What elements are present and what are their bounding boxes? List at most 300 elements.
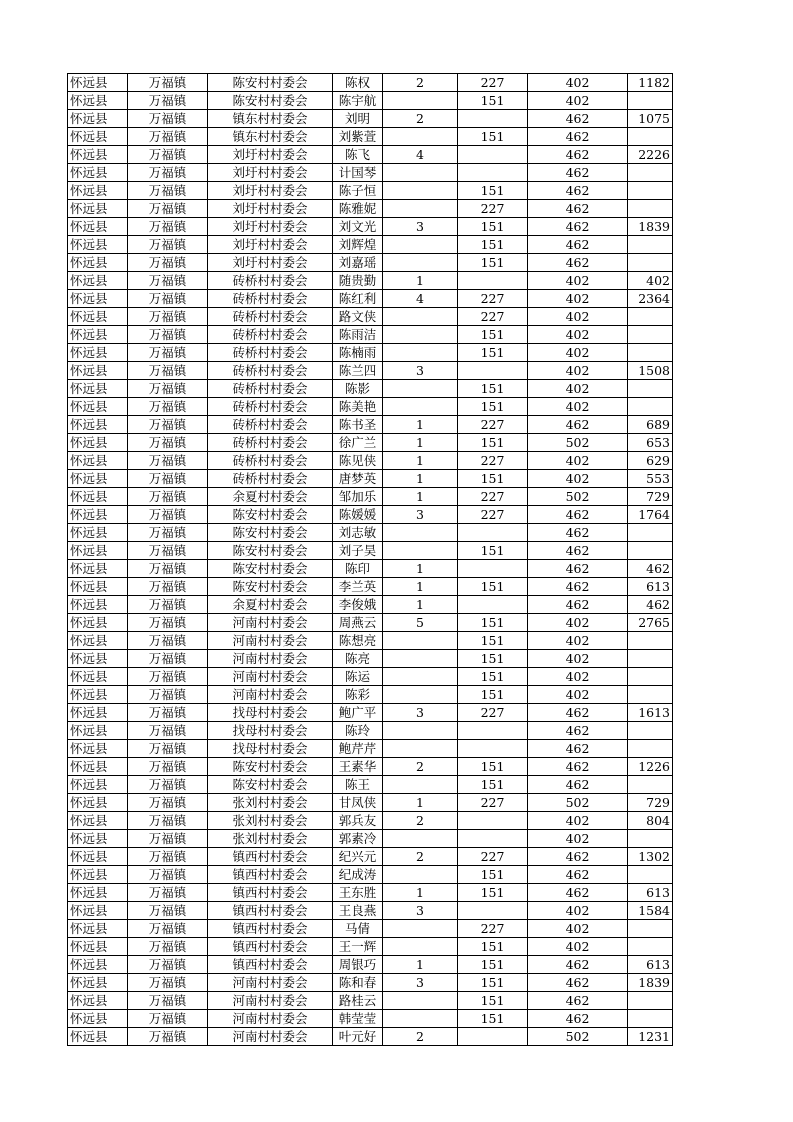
- count-cell: 1: [383, 488, 458, 506]
- count-cell: 3: [383, 218, 458, 236]
- village-cell: 刘圩村村委会: [208, 182, 333, 200]
- table-row: [68, 92, 673, 110]
- county-cell: 怀远县: [68, 308, 128, 326]
- town-cell: 万福镇: [128, 722, 208, 740]
- count-cell: 1: [383, 416, 458, 434]
- total-cell: 1231: [628, 1028, 673, 1046]
- count-cell: [383, 938, 458, 956]
- town-cell: 万福镇: [128, 164, 208, 182]
- village-cell: 砖桥村村委会: [208, 416, 333, 434]
- name-cell: 周银巧: [333, 956, 383, 974]
- table-row: [68, 254, 673, 272]
- amount-b-cell: 402: [528, 452, 628, 470]
- name-cell: 鲍芹芹: [333, 740, 383, 758]
- town-cell: 万福镇: [128, 434, 208, 452]
- county-cell: 怀远县: [68, 614, 128, 632]
- village-cell: 余夏村村委会: [208, 596, 333, 614]
- count-cell: [383, 650, 458, 668]
- town-cell: 万福镇: [128, 200, 208, 218]
- total-cell: 629: [628, 452, 673, 470]
- name-cell: 陈美艳: [333, 398, 383, 416]
- name-cell: 王东胜: [333, 884, 383, 902]
- amount-a-cell: 151: [458, 938, 528, 956]
- table-row: [68, 902, 673, 920]
- amount-b-cell: 402: [528, 272, 628, 290]
- amount-b-cell: 462: [528, 1010, 628, 1028]
- amount-b-cell: 502: [528, 434, 628, 452]
- county-cell: 怀远县: [68, 416, 128, 434]
- county-cell: 怀远县: [68, 506, 128, 524]
- count-cell: [383, 722, 458, 740]
- amount-a-cell: 151: [458, 470, 528, 488]
- table-row: [68, 380, 673, 398]
- village-cell: 陈安村村委会: [208, 92, 333, 110]
- table-row: [68, 1028, 673, 1046]
- village-cell: 河南村村委会: [208, 632, 333, 650]
- village-cell: 砖桥村村委会: [208, 308, 333, 326]
- county-cell: 怀远县: [68, 650, 128, 668]
- amount-a-cell: 227: [458, 920, 528, 938]
- name-cell: 陈运: [333, 668, 383, 686]
- county-cell: 怀远县: [68, 578, 128, 596]
- amount-a-cell: 227: [458, 452, 528, 470]
- town-cell: 万福镇: [128, 488, 208, 506]
- count-cell: 3: [383, 902, 458, 920]
- town-cell: 万福镇: [128, 560, 208, 578]
- total-cell: [628, 938, 673, 956]
- total-cell: [628, 866, 673, 884]
- count-cell: 1: [383, 470, 458, 488]
- amount-a-cell: 151: [458, 632, 528, 650]
- table-row: [68, 182, 673, 200]
- count-cell: [383, 740, 458, 758]
- amount-a-cell: 227: [458, 308, 528, 326]
- data-sheet: [67, 73, 673, 1046]
- total-cell: [628, 326, 673, 344]
- name-cell: 李俊娥: [333, 596, 383, 614]
- town-cell: 万福镇: [128, 992, 208, 1010]
- village-cell: 砖桥村村委会: [208, 398, 333, 416]
- name-cell: 纪成涛: [333, 866, 383, 884]
- amount-b-cell: 462: [528, 956, 628, 974]
- town-cell: 万福镇: [128, 542, 208, 560]
- total-cell: 402: [628, 272, 673, 290]
- amount-a-cell: 227: [458, 416, 528, 434]
- amount-a-cell: 151: [458, 254, 528, 272]
- amount-a-cell: 227: [458, 794, 528, 812]
- village-cell: 余夏村村委会: [208, 488, 333, 506]
- amount-b-cell: 502: [528, 794, 628, 812]
- county-cell: 怀远县: [68, 146, 128, 164]
- table-row: [68, 542, 673, 560]
- total-cell: 1613: [628, 704, 673, 722]
- amount-b-cell: 402: [528, 470, 628, 488]
- total-cell: 1075: [628, 110, 673, 128]
- village-cell: 陈安村村委会: [208, 524, 333, 542]
- amount-b-cell: 462: [528, 236, 628, 254]
- amount-b-cell: 462: [528, 128, 628, 146]
- amount-b-cell: 402: [528, 902, 628, 920]
- name-cell: 陈媛媛: [333, 506, 383, 524]
- table-row: [68, 974, 673, 992]
- count-cell: 1: [383, 596, 458, 614]
- name-cell: 路文侠: [333, 308, 383, 326]
- count-cell: [383, 254, 458, 272]
- amount-b-cell: 462: [528, 560, 628, 578]
- amount-a-cell: 151: [458, 218, 528, 236]
- county-cell: 怀远县: [68, 794, 128, 812]
- count-cell: [383, 632, 458, 650]
- amount-b-cell: 462: [528, 146, 628, 164]
- village-cell: 砖桥村村委会: [208, 434, 333, 452]
- name-cell: 陈雅妮: [333, 200, 383, 218]
- town-cell: 万福镇: [128, 398, 208, 416]
- amount-b-cell: 462: [528, 200, 628, 218]
- amount-a-cell: 151: [458, 326, 528, 344]
- county-cell: 怀远县: [68, 434, 128, 452]
- count-cell: 1: [383, 884, 458, 902]
- table-row: [68, 434, 673, 452]
- amount-a-cell: 227: [458, 290, 528, 308]
- total-cell: 613: [628, 884, 673, 902]
- village-cell: 张刘村村委会: [208, 830, 333, 848]
- table-row: [68, 272, 673, 290]
- village-cell: 陈安村村委会: [208, 74, 333, 92]
- count-cell: 4: [383, 146, 458, 164]
- amount-b-cell: 462: [528, 596, 628, 614]
- village-cell: 镇东村村委会: [208, 110, 333, 128]
- name-cell: 王一辉: [333, 938, 383, 956]
- table-row: [68, 110, 673, 128]
- county-cell: 怀远县: [68, 686, 128, 704]
- table-row: [68, 596, 673, 614]
- name-cell: 随贵勤: [333, 272, 383, 290]
- name-cell: 路桂云: [333, 992, 383, 1010]
- count-cell: 3: [383, 506, 458, 524]
- amount-a-cell: 227: [458, 488, 528, 506]
- table-row: [68, 128, 673, 146]
- table-row: [68, 740, 673, 758]
- table-row: [68, 1010, 673, 1028]
- village-cell: 河南村村委会: [208, 614, 333, 632]
- county-cell: 怀远县: [68, 470, 128, 488]
- table-row: [68, 488, 673, 506]
- count-cell: [383, 200, 458, 218]
- amount-a-cell: 227: [458, 74, 528, 92]
- amount-b-cell: 462: [528, 740, 628, 758]
- town-cell: 万福镇: [128, 92, 208, 110]
- county-cell: 怀远县: [68, 902, 128, 920]
- name-cell: 陈子恒: [333, 182, 383, 200]
- amount-b-cell: 402: [528, 614, 628, 632]
- count-cell: [383, 776, 458, 794]
- count-cell: [383, 920, 458, 938]
- count-cell: 3: [383, 704, 458, 722]
- total-cell: 613: [628, 956, 673, 974]
- total-cell: 462: [628, 560, 673, 578]
- count-cell: [383, 182, 458, 200]
- county-cell: 怀远县: [68, 830, 128, 848]
- total-cell: [628, 920, 673, 938]
- town-cell: 万福镇: [128, 380, 208, 398]
- county-cell: 怀远县: [68, 74, 128, 92]
- total-cell: [628, 668, 673, 686]
- county-cell: 怀远县: [68, 740, 128, 758]
- name-cell: 陈和春: [333, 974, 383, 992]
- table-row: [68, 236, 673, 254]
- amount-b-cell: 402: [528, 830, 628, 848]
- name-cell: 李兰英: [333, 578, 383, 596]
- town-cell: 万福镇: [128, 848, 208, 866]
- town-cell: 万福镇: [128, 506, 208, 524]
- town-cell: 万福镇: [128, 920, 208, 938]
- county-cell: 怀远县: [68, 632, 128, 650]
- name-cell: 刘辉煌: [333, 236, 383, 254]
- amount-b-cell: 402: [528, 344, 628, 362]
- amount-b-cell: 462: [528, 704, 628, 722]
- total-cell: [628, 722, 673, 740]
- amount-b-cell: 462: [528, 164, 628, 182]
- town-cell: 万福镇: [128, 218, 208, 236]
- amount-b-cell: 462: [528, 182, 628, 200]
- town-cell: 万福镇: [128, 290, 208, 308]
- village-cell: 张刘村村委会: [208, 794, 333, 812]
- name-cell: 韩莹莹: [333, 1010, 383, 1028]
- total-cell: [628, 740, 673, 758]
- amount-b-cell: 502: [528, 1028, 628, 1046]
- county-cell: 怀远县: [68, 92, 128, 110]
- name-cell: 叶元好: [333, 1028, 383, 1046]
- records-table: [67, 73, 673, 1046]
- table-row: [68, 416, 673, 434]
- table-row: [68, 992, 673, 1010]
- village-cell: 找母村村委会: [208, 740, 333, 758]
- count-cell: 1: [383, 794, 458, 812]
- village-cell: 找母村村委会: [208, 704, 333, 722]
- name-cell: 陈影: [333, 380, 383, 398]
- count-cell: [383, 866, 458, 884]
- amount-a-cell: [458, 146, 528, 164]
- table-row: [68, 812, 673, 830]
- amount-b-cell: 402: [528, 380, 628, 398]
- amount-b-cell: 402: [528, 92, 628, 110]
- total-cell: [628, 992, 673, 1010]
- village-cell: 刘圩村村委会: [208, 164, 333, 182]
- table-row: [68, 452, 673, 470]
- name-cell: 陈玲: [333, 722, 383, 740]
- village-cell: 镇西村村委会: [208, 902, 333, 920]
- count-cell: 4: [383, 290, 458, 308]
- amount-b-cell: 462: [528, 254, 628, 272]
- amount-a-cell: 151: [458, 956, 528, 974]
- table-row: [68, 668, 673, 686]
- town-cell: 万福镇: [128, 758, 208, 776]
- amount-a-cell: 151: [458, 344, 528, 362]
- total-cell: 462: [628, 596, 673, 614]
- village-cell: 张刘村村委会: [208, 812, 333, 830]
- table-row: [68, 632, 673, 650]
- county-cell: 怀远县: [68, 110, 128, 128]
- town-cell: 万福镇: [128, 650, 208, 668]
- town-cell: 万福镇: [128, 956, 208, 974]
- town-cell: 万福镇: [128, 776, 208, 794]
- village-cell: 刘圩村村委会: [208, 236, 333, 254]
- table-row: [68, 506, 673, 524]
- county-cell: 怀远县: [68, 956, 128, 974]
- town-cell: 万福镇: [128, 362, 208, 380]
- amount-a-cell: 151: [458, 614, 528, 632]
- total-cell: 729: [628, 794, 673, 812]
- amount-a-cell: 151: [458, 182, 528, 200]
- village-cell: 陈安村村委会: [208, 542, 333, 560]
- table-row: [68, 470, 673, 488]
- count-cell: [383, 1010, 458, 1028]
- county-cell: 怀远县: [68, 542, 128, 560]
- amount-b-cell: 462: [528, 722, 628, 740]
- amount-b-cell: 462: [528, 578, 628, 596]
- village-cell: 陈安村村委会: [208, 560, 333, 578]
- town-cell: 万福镇: [128, 470, 208, 488]
- village-cell: 砖桥村村委会: [208, 344, 333, 362]
- town-cell: 万福镇: [128, 686, 208, 704]
- amount-a-cell: [458, 812, 528, 830]
- town-cell: 万福镇: [128, 668, 208, 686]
- count-cell: [383, 992, 458, 1010]
- name-cell: 刘明: [333, 110, 383, 128]
- count-cell: [383, 524, 458, 542]
- table-row: [68, 920, 673, 938]
- total-cell: [628, 308, 673, 326]
- table-row: [68, 578, 673, 596]
- village-cell: 河南村村委会: [208, 1028, 333, 1046]
- county-cell: 怀远县: [68, 866, 128, 884]
- amount-a-cell: 151: [458, 776, 528, 794]
- amount-a-cell: 151: [458, 128, 528, 146]
- amount-a-cell: 227: [458, 848, 528, 866]
- name-cell: 王良燕: [333, 902, 383, 920]
- name-cell: 陈雨洁: [333, 326, 383, 344]
- amount-b-cell: 402: [528, 668, 628, 686]
- total-cell: 1302: [628, 848, 673, 866]
- count-cell: [383, 236, 458, 254]
- count-cell: 5: [383, 614, 458, 632]
- table-row: [68, 866, 673, 884]
- amount-a-cell: 151: [458, 992, 528, 1010]
- town-cell: 万福镇: [128, 884, 208, 902]
- count-cell: [383, 398, 458, 416]
- name-cell: 陈书圣: [333, 416, 383, 434]
- amount-b-cell: 402: [528, 398, 628, 416]
- village-cell: 河南村村委会: [208, 974, 333, 992]
- amount-a-cell: 151: [458, 398, 528, 416]
- name-cell: 刘志敏: [333, 524, 383, 542]
- town-cell: 万福镇: [128, 614, 208, 632]
- total-cell: [628, 524, 673, 542]
- amount-a-cell: [458, 902, 528, 920]
- name-cell: 郭兵友: [333, 812, 383, 830]
- village-cell: 河南村村委会: [208, 686, 333, 704]
- name-cell: 陈印: [333, 560, 383, 578]
- table-row: [68, 326, 673, 344]
- name-cell: 陈宇航: [333, 92, 383, 110]
- name-cell: 邹加乐: [333, 488, 383, 506]
- village-cell: 镇西村村委会: [208, 884, 333, 902]
- table-row: [68, 344, 673, 362]
- county-cell: 怀远县: [68, 128, 128, 146]
- amount-a-cell: [458, 740, 528, 758]
- county-cell: 怀远县: [68, 362, 128, 380]
- county-cell: 怀远县: [68, 1010, 128, 1028]
- amount-a-cell: 151: [458, 686, 528, 704]
- county-cell: 怀远县: [68, 722, 128, 740]
- village-cell: 镇西村村委会: [208, 956, 333, 974]
- amount-b-cell: 462: [528, 848, 628, 866]
- amount-a-cell: 227: [458, 200, 528, 218]
- town-cell: 万福镇: [128, 146, 208, 164]
- village-cell: 河南村村委会: [208, 1010, 333, 1028]
- amount-b-cell: 502: [528, 488, 628, 506]
- amount-b-cell: 462: [528, 758, 628, 776]
- count-cell: [383, 668, 458, 686]
- name-cell: 纪兴元: [333, 848, 383, 866]
- total-cell: 613: [628, 578, 673, 596]
- total-cell: 1839: [628, 974, 673, 992]
- table-row: [68, 524, 673, 542]
- amount-a-cell: 151: [458, 758, 528, 776]
- total-cell: [628, 236, 673, 254]
- table-row: [68, 560, 673, 578]
- village-cell: 河南村村委会: [208, 668, 333, 686]
- town-cell: 万福镇: [128, 452, 208, 470]
- town-cell: 万福镇: [128, 794, 208, 812]
- county-cell: 怀远县: [68, 884, 128, 902]
- amount-b-cell: 462: [528, 992, 628, 1010]
- county-cell: 怀远县: [68, 704, 128, 722]
- amount-b-cell: 462: [528, 524, 628, 542]
- county-cell: 怀远县: [68, 182, 128, 200]
- name-cell: 郭素冷: [333, 830, 383, 848]
- town-cell: 万福镇: [128, 632, 208, 650]
- name-cell: 周燕云: [333, 614, 383, 632]
- count-cell: [383, 686, 458, 704]
- table-row: [68, 146, 673, 164]
- count-cell: 1: [383, 578, 458, 596]
- village-cell: 砖桥村村委会: [208, 362, 333, 380]
- town-cell: 万福镇: [128, 830, 208, 848]
- village-cell: 刘圩村村委会: [208, 146, 333, 164]
- amount-b-cell: 462: [528, 110, 628, 128]
- village-cell: 镇东村村委会: [208, 128, 333, 146]
- amount-a-cell: [458, 362, 528, 380]
- name-cell: 刘嘉瑶: [333, 254, 383, 272]
- name-cell: 陈亮: [333, 650, 383, 668]
- amount-a-cell: 227: [458, 704, 528, 722]
- total-cell: [628, 380, 673, 398]
- amount-a-cell: 151: [458, 668, 528, 686]
- total-cell: 1226: [628, 758, 673, 776]
- village-cell: 陈安村村委会: [208, 758, 333, 776]
- village-cell: 砖桥村村委会: [208, 470, 333, 488]
- count-cell: [383, 830, 458, 848]
- count-cell: 2: [383, 848, 458, 866]
- table-row: [68, 218, 673, 236]
- name-cell: 计国琴: [333, 164, 383, 182]
- county-cell: 怀远县: [68, 992, 128, 1010]
- total-cell: 1839: [628, 218, 673, 236]
- village-cell: 陈安村村委会: [208, 578, 333, 596]
- name-cell: 陈兰四: [333, 362, 383, 380]
- town-cell: 万福镇: [128, 524, 208, 542]
